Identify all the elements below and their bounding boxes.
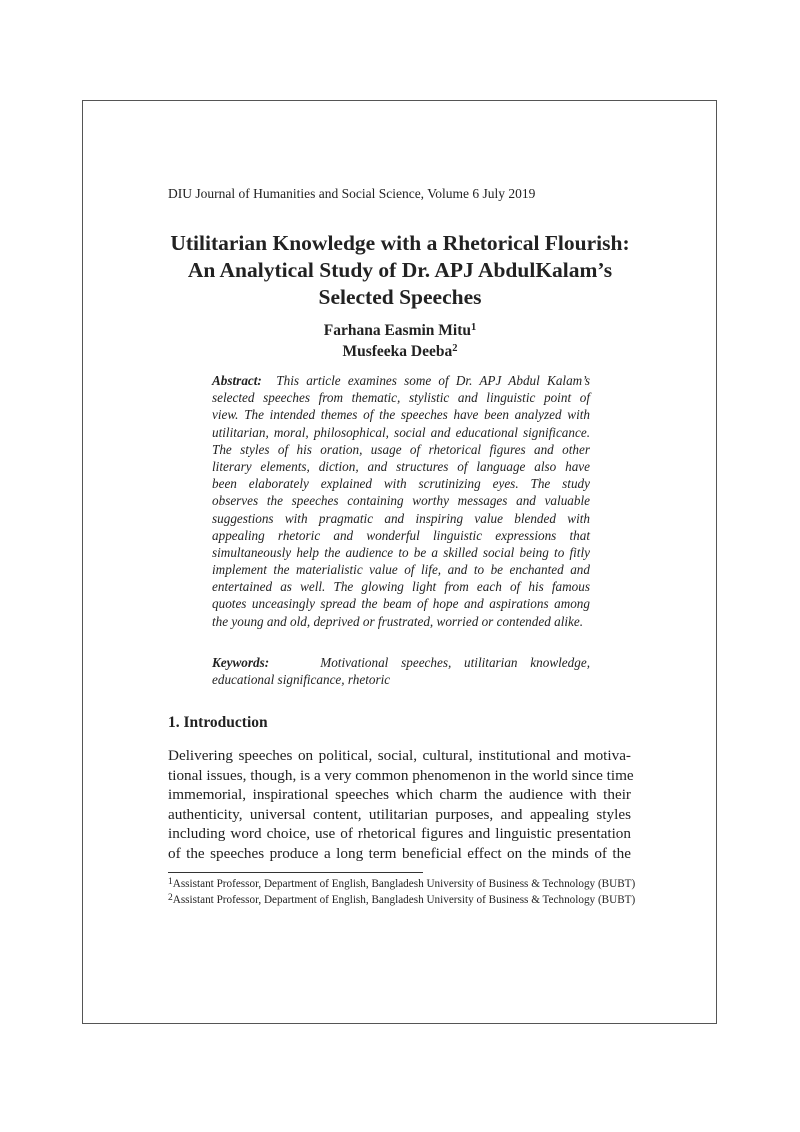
- footnote-text: Assistant Professor, Department of English, Bangladesh University of Business & Technology (BUBT): [172, 878, 636, 890]
- title-line: Selected Speeches: [318, 285, 482, 309]
- abstract-line: Abstract: This article examines some of Dr. APJ Abdul Kalam’s: [212, 373, 591, 388]
- author: [100, 341, 700, 362]
- abstract-line: utilitarian, moral, philosophical, social and educational significance.: [212, 424, 590, 440]
- title-line: Utilitarian Knowledge with a Rhetorical Flourish:: [170, 231, 630, 255]
- footnote: [168, 876, 635, 892]
- author-name: Farhana Easmin Mitu: [323, 322, 471, 339]
- paper-title: [100, 230, 700, 311]
- footnote-marker: 2: [452, 343, 458, 354]
- abstract-line: literary elements, diction, and structures of language also have: [212, 458, 590, 474]
- intro-paragraph: [168, 746, 634, 864]
- keywords-line: educational significance, rhetoric: [212, 672, 391, 688]
- body-line: including word choice, use of rhetorical figures and linguistic presentation: [168, 825, 631, 843]
- abstract-line: view. The intended themes of the speeches have been analyzed with: [212, 407, 590, 423]
- footnote-marker: 2: [168, 893, 173, 903]
- abstract-line: suggestions with pragmatic and inspiring value blended with: [212, 510, 590, 526]
- footnote-marker: 1: [168, 877, 173, 887]
- journal-header: DIU Journal of Humanities and Social Science, Volume 6 July 2019: [168, 186, 536, 201]
- body-line: of the speeches produce a long term beneficial effect on the minds of the: [168, 844, 631, 862]
- author: [100, 320, 700, 341]
- abstract-line: observes the speeches containing worthy messages and valuable: [212, 493, 590, 509]
- title-line: An Analytical Study of Dr. APJ AbdulKalam’s: [187, 258, 613, 282]
- abstract-line: the young and old, deprived or frustrated, worried or contended alike.: [212, 613, 584, 629]
- footnote-marker: 1: [471, 322, 477, 333]
- abstract-line: selected speeches from thematic, stylistic and linguistic point of: [212, 390, 590, 406]
- footnotes: [168, 876, 635, 908]
- abstract-line: simultaneously help the audience to be a skilled social being to fitly: [212, 544, 590, 560]
- footnote: [168, 892, 635, 908]
- abstract-line: The styles of his oration, usage of rhetorical figures and other: [212, 441, 590, 457]
- keywords-line: Keywords: Motivational speeches, utilitarian knowledge,: [212, 655, 590, 670]
- abstract: [212, 372, 590, 630]
- author-name: Musfeeka Deeba: [342, 343, 453, 360]
- body-line: immemorial, inspirational speeches which charm the audience with their: [168, 786, 631, 804]
- body-line: authenticity, universal content, utilitarian purposes, and appealing styles: [168, 805, 631, 823]
- abstract-line: implement the materialistic value of life, and to be enchanted and: [212, 562, 590, 578]
- body-line: Delivering speeches on political, social, cultural, institutional and motiva-: [168, 747, 631, 764]
- abstract-line: entertained as well. The glowing light from each of his famous: [212, 579, 590, 595]
- footnote-text: Assistant Professor, Department of English, Bangladesh University of Business & Technology (BUBT): [172, 894, 636, 906]
- keywords: [212, 654, 590, 688]
- abstract-line: appealing rhetoric and wonderful linguistic expressions that: [212, 527, 590, 543]
- abstract-label: Abstract:: [212, 373, 262, 388]
- footnote-divider: [168, 872, 423, 873]
- abstract-line: quotes unceasingly spread the beam of hope and aspirations among: [212, 596, 590, 612]
- author-list: [100, 320, 700, 362]
- abstract-line: been elaborately explained with scrutinizing eyes. The study: [212, 476, 590, 492]
- section-heading: 1. Introduction: [168, 714, 268, 731]
- body-line: tional issues, though, is a very common phenomenon in the world since time: [168, 766, 634, 784]
- keywords-label: Keywords:: [212, 655, 270, 670]
